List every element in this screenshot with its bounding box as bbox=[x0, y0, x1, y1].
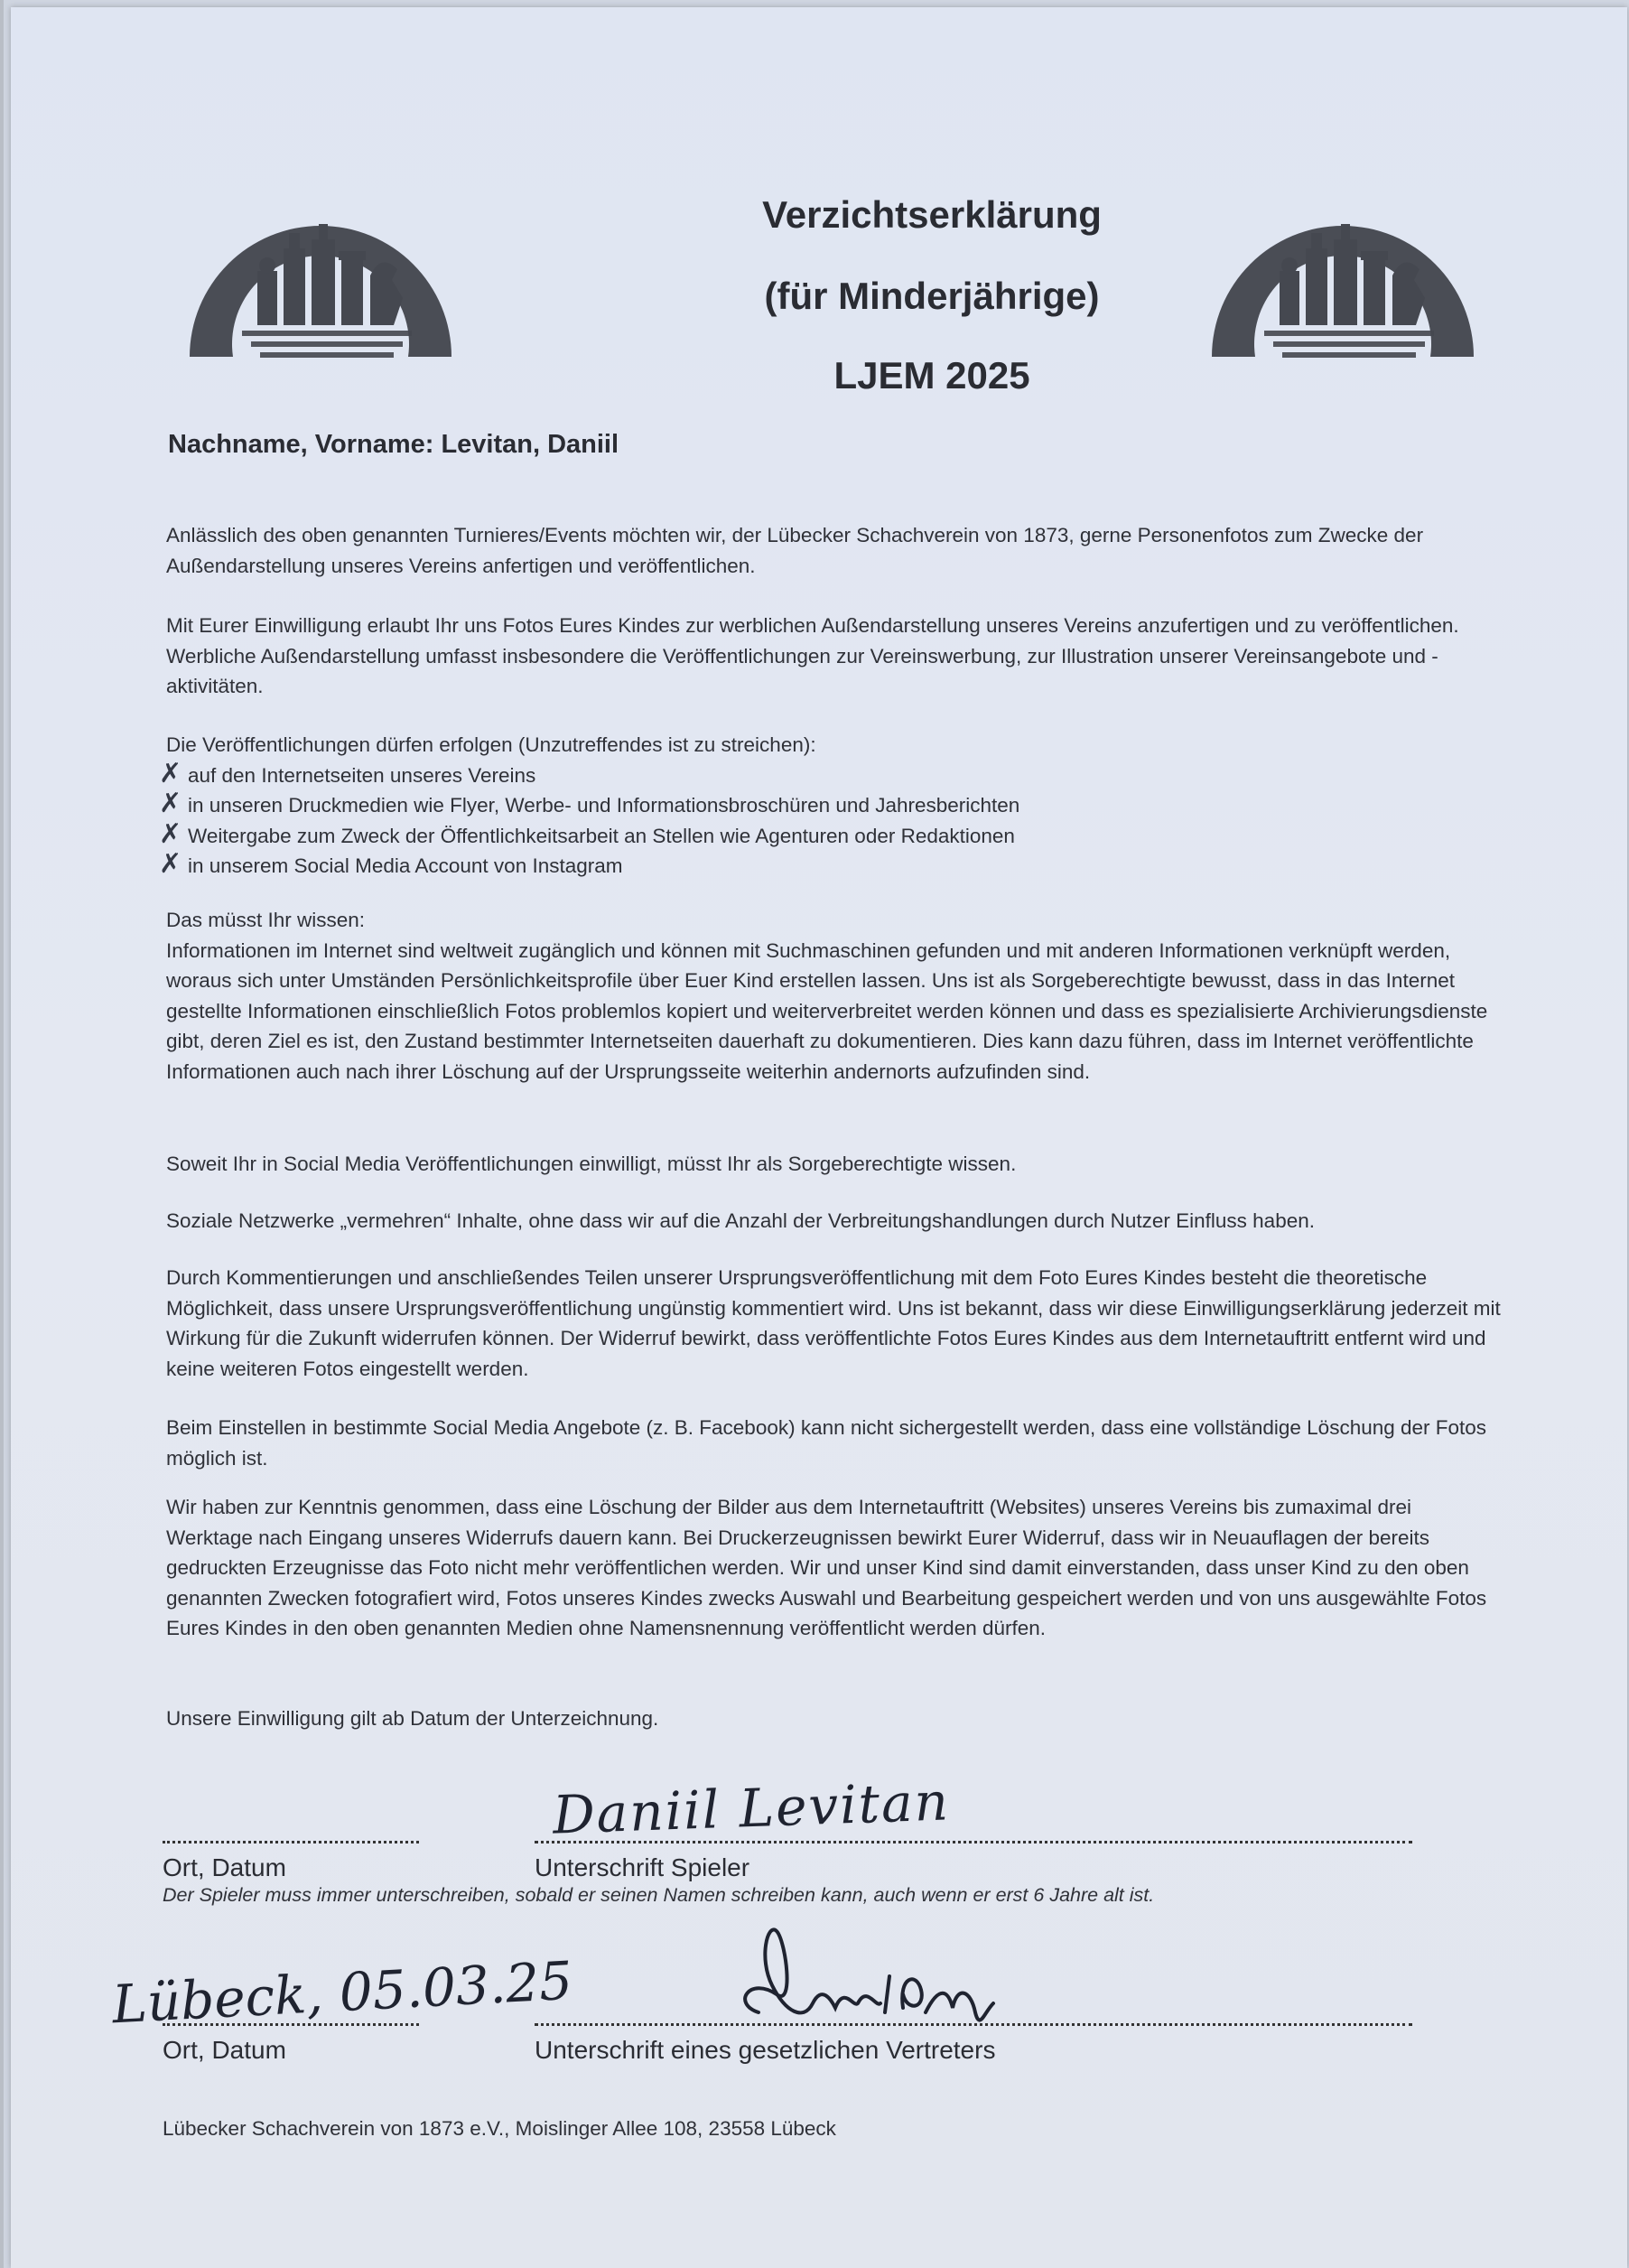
cross-mark-icon: ✗ bbox=[159, 817, 182, 850]
document-subtitle: (für Minderjährige) bbox=[764, 275, 1100, 317]
player-signature-label: Unterschrift Spieler bbox=[535, 1853, 750, 1881]
info-paragraph: Informationen im Internet sind weltweit zugänglich und können mit Suchmaschinen gefunden und mit anderen Informationen verknüpft werden, woraus sich unter Umständen Persönlichkeitsprofile über Euer Kind erstellen lassen. Uns ist als Sorgeberechtigte bewusst, dass in das Internet gestellte Informationen einschließlich Fotos problemlos kopiert und weiterverbreitet werden können und dass es spezialisierte Archivierungsdienste gibt, deren Ziel es ist, den Zustand bestimmter Internetseiten dauerhaft zu dokumentieren. Dies kann dazu führen, dass im Internet veröffentlichte Informationen auch nach ihrer Löschung auf der Ursprungsseite weiterhin andernorts aufzufinden sind. bbox=[166, 938, 1488, 1083]
info-section bbox=[166, 905, 1503, 1087]
option-text: in unserem Social Media Account von Instagram bbox=[188, 854, 623, 877]
place-date-label-1: Ort, Datum bbox=[163, 1853, 286, 1881]
validity-paragraph: Unsere Einwilligung gilt ab Datum der Unterzeichnung. bbox=[166, 1707, 659, 1730]
place-date-label-2: Ort, Datum bbox=[163, 2036, 286, 2064]
participant-name: Nachname, Vorname: Levitan, Daniil bbox=[168, 430, 619, 459]
social-media-paragraph: Soweit Ihr in Social Media Veröffentlichungen einwilligt, müsst Ihr als Sorgeberechtigte wissen. bbox=[166, 1153, 1017, 1175]
cross-mark-icon: ✗ bbox=[159, 848, 182, 880]
option-text: Weitergabe zum Zweck der Öffentlichkeitsarbeit an Stellen wie Agenturen oder Redaktionen bbox=[188, 824, 1015, 847]
guardian-signature-line[interactable] bbox=[535, 2023, 1412, 2026]
player-signature-note: Der Spieler muss immer unterschreiben, sobald er seinen Namen schreiben kann, auch wenn er erst 6 Jahre alt ist. bbox=[163, 1884, 1155, 1906]
comments-paragraph: Durch Kommentierungen und anschließendes Teilen unserer Ursprungsveröffentlichung mit dem Foto Eures Kindes besteht die theoretische Möglichkeit, dass unsere Ursprungsveröffentlichung ungünstig kommentiert wird. Uns ist bekannt, dass wir diese Einwilligungserklärung jederzeit mit Wirkung für die Zukunft widerrufen können. Der Widerruf bewirkt, dass veröffentlichte Fotos Eures Kindes aus dem Internetauftritt entfernt wird und keine weiteren Fotos eingestellt werden. bbox=[166, 1266, 1501, 1380]
intro-paragraph: Anlässlich des oben genannten Turnieres/Events möchten wir, der Lübecker Schachverein von 1873, gerne Personenfotos zum Zwecke der Außendarstellung unseres Vereins anfertigen und veröffentlichen. bbox=[166, 524, 1424, 577]
option-item[interactable] bbox=[159, 788, 1503, 821]
cross-mark-icon: ✗ bbox=[159, 788, 182, 819]
player-handwritten-name: Daniil Levitan bbox=[551, 1770, 951, 1846]
document-title: Verzichtserklärung bbox=[762, 193, 1102, 236]
place-date-line-1[interactable] bbox=[163, 1841, 419, 1843]
option-text: in unseren Druckmedien wie Flyer, Werbe- und Informationsbroschüren und Jahresberichten bbox=[188, 794, 1020, 817]
player-signature-line[interactable] bbox=[535, 1841, 1412, 1843]
options-intro: Die Veröffentlichungen dürfen erfolgen (Unzutreffendes ist zu streichen): bbox=[166, 733, 816, 756]
handwritten-place-date: Lübeck, 05.03.25 bbox=[110, 1949, 574, 2036]
deletion-paragraph: Wir haben zur Kenntnis genommen, dass eine Löschung der Bilder aus dem Internetauftritt (Websites) unseres Vereins bis zumaximal drei Werktage nach Eingang unseres Widerrufs dauern kann. Bei Druckerzeugnissen bewirkt Eurer Widerruf, dass wir in Neuauflagen der bereits gedruckten Erzeugnisse das Foto nicht mehr veröffentlichen werden. Wir und unser Kind sind damit einverstanden, dass unser Kind zu den oben genannten Zwecken fotografiert wird, Fotos unseres Kindes zwecks Auswahl und Bearbeitung gespeichert werden und von uns ausgewählte Fotos Eures Kindes in den oben genannten Medien ohne Namensnennung veröffentlicht werden dürfen. bbox=[166, 1496, 1487, 1639]
option-text: auf den Internetseiten unseres Vereins bbox=[188, 763, 536, 787]
networks-paragraph: Soziale Netzwerke „vermehren“ Inhalte, ohne dass wir auf die Anzahl der Verbreitungshandlungen durch Nutzer Einfluss haben. bbox=[166, 1209, 1315, 1232]
guardian-signature-scribble bbox=[722, 1922, 1002, 2039]
option-item[interactable] bbox=[159, 757, 1503, 791]
info-heading: Das müsst Ihr wissen: bbox=[166, 909, 366, 931]
place-date-line-2[interactable] bbox=[163, 2023, 419, 2026]
event-name: LJEM 2025 bbox=[833, 354, 1030, 397]
options-block bbox=[159, 730, 1503, 882]
cross-mark-icon: ✗ bbox=[159, 757, 182, 789]
consent-paragraph: Mit Eurer Einwilligung erlaubt Ihr uns Fotos Eures Kindes zur werblichen Außendarstellung unseres Vereins anzufertigen und zu veröffentlichen. Werbliche Außendarstellung umfasst insbesondere die Veröffentlichungen zur Vereinswerbung, zur Illustration unserer Vereinsangebote und -aktivitäten. bbox=[166, 614, 1459, 697]
facebook-paragraph: Beim Einstellen in bestimmte Social Media Angebote (z. B. Facebook) kann nicht sichergestellt werden, dass eine vollständige Löschung der Fotos möglich ist. bbox=[166, 1416, 1487, 1470]
option-item[interactable] bbox=[159, 817, 1503, 852]
option-item[interactable] bbox=[159, 848, 1503, 882]
guardian-signature-label: Unterschrift eines gesetzlichen Vertreters bbox=[535, 2036, 996, 2064]
footer-address: Lübecker Schachverein von 1873 e.V., Moislinger Allee 108, 23558 Lübeck bbox=[163, 2117, 836, 2140]
